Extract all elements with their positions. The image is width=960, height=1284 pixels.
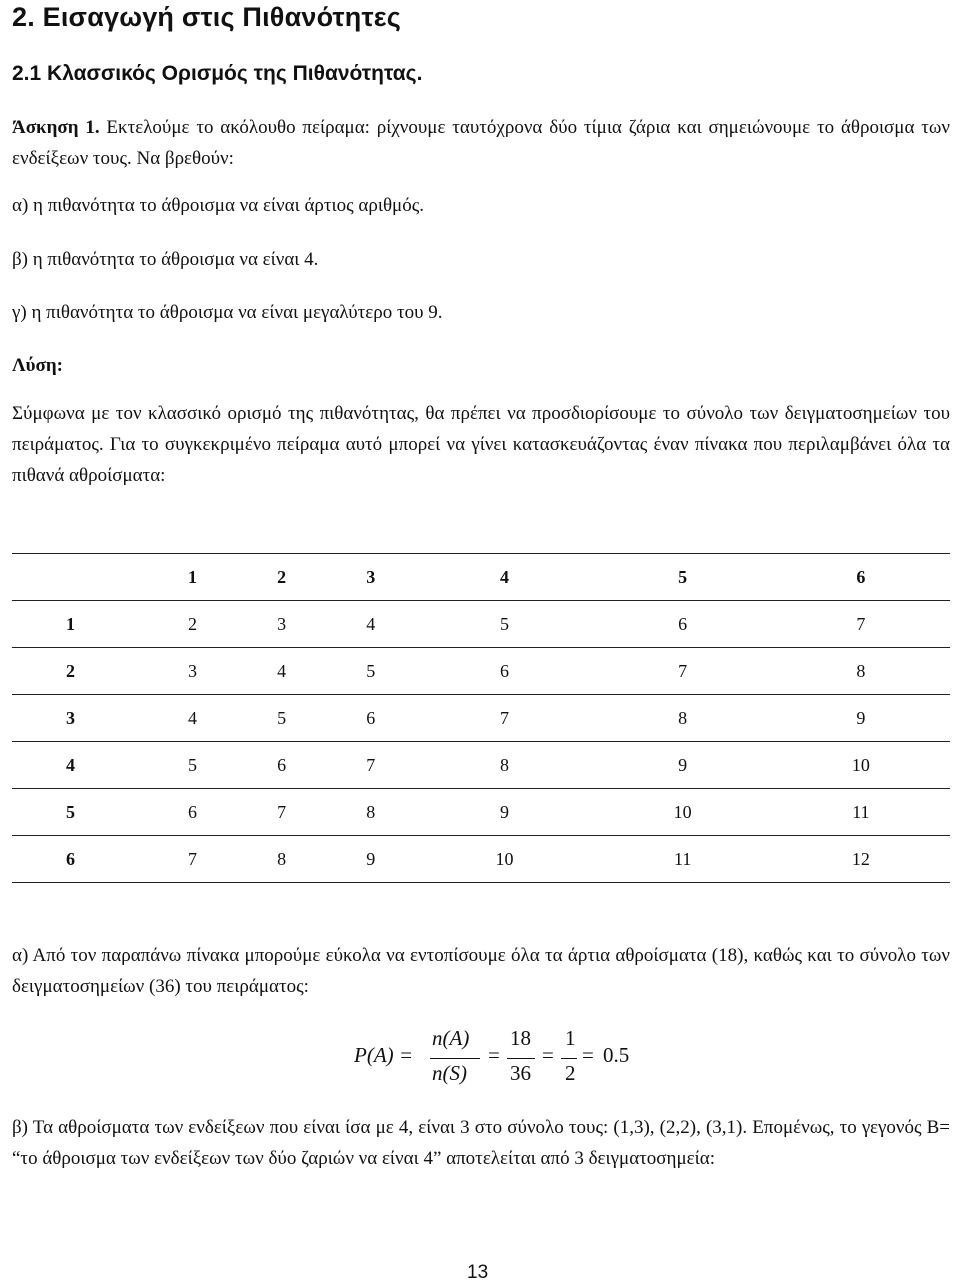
table-header-row xyxy=(12,554,950,601)
table-cell: 3 xyxy=(326,554,415,601)
table-cell: 1 xyxy=(12,601,148,648)
formula-lhs: P(A) = xyxy=(354,1043,414,1067)
table-cell: 6 xyxy=(148,789,237,836)
table-cell: 8 xyxy=(326,789,415,836)
table-cell: 10 xyxy=(415,836,593,883)
table-cell: 3 xyxy=(237,601,326,648)
table-cell: 10 xyxy=(772,742,950,789)
table-cell: 4 xyxy=(415,554,593,601)
table-cell: 10 xyxy=(594,789,772,836)
answer-b: β) Τα αθροίσματα των ενδείξεων που είναι ίσα με 4, είναι 3 στο σύνολο τους: (1,3), (2,2), (3,1). Επομένως, το γεγονός Β= “το άθροισμα των ενδείξεων των δύο ζαριών να είναι 4” αποτελείται από 3 δειγματοσημεία: xyxy=(12,1117,950,1169)
formula-result: 0.5 xyxy=(603,1043,630,1067)
table-cell: 1 xyxy=(148,554,237,601)
item-b: β) η πιθανότητα το άθροισμα να είναι 4. xyxy=(12,249,319,270)
fraction-bar xyxy=(430,1058,480,1059)
table-cell: 5 xyxy=(594,554,772,601)
table-cell: 6 xyxy=(772,554,950,601)
table-row xyxy=(12,601,950,648)
page-number: 13 xyxy=(467,1262,489,1283)
table-cell: 2 xyxy=(12,648,148,695)
table-cell: 4 xyxy=(12,742,148,789)
table-cell: 9 xyxy=(594,742,772,789)
table-cell: 6 xyxy=(415,648,593,695)
formula-eq2: = xyxy=(542,1043,554,1067)
table-cell: 5 xyxy=(415,601,593,648)
table-row xyxy=(12,695,950,742)
table-cell: 12 xyxy=(772,836,950,883)
table-cell: 11 xyxy=(594,836,772,883)
table-cell: 7 xyxy=(415,695,593,742)
table-cell: 8 xyxy=(237,836,326,883)
table-cell: 2 xyxy=(148,601,237,648)
formula-eq1: = xyxy=(488,1043,500,1067)
exercise-text: Εκτελούμε το ακόλουθο πείραμα: ρίχνουμε ταυτόχρονα δύο τίμια ζάρια και σημειώνουμε το άθροισμα των ενδείξεων τους. Να βρεθούν: xyxy=(12,117,950,169)
formula-num3: 1 xyxy=(565,1026,576,1050)
table-row xyxy=(12,742,950,789)
table-row xyxy=(12,648,950,695)
table-cell: 5 xyxy=(237,695,326,742)
sums-table xyxy=(12,553,950,883)
table-cell: 4 xyxy=(326,601,415,648)
formula-den2: 36 xyxy=(510,1061,531,1085)
table-cell: 7 xyxy=(326,742,415,789)
table-cell: 4 xyxy=(237,648,326,695)
table-cell: 3 xyxy=(12,695,148,742)
table-cell: 2 xyxy=(237,554,326,601)
table-cell: 7 xyxy=(148,836,237,883)
table-cell: 3 xyxy=(148,648,237,695)
solution-text: Σύμφωνα με τον κλασσικό ορισμό της πιθανότητας, θα πρέπει να προσδιορίσουμε το σύνολο των δειγματοσημείων του πειράματος. Για το συγκεκριμένο πείραμα αυτό μπορεί να γίνει κατασκευάζοντας έναν πίνακα που περιλαμβάνει όλα τα πιθανά αθροίσματα: xyxy=(12,403,950,486)
fraction-bar xyxy=(507,1058,535,1059)
item-c: γ) η πιθανότητα το άθροισμα να είναι μεγαλύτερο του 9. xyxy=(12,302,443,323)
chapter-heading: 2. Εισαγωγή στις Πιθανότητες xyxy=(12,2,401,32)
table-cell: 7 xyxy=(594,648,772,695)
formula-den1: n(S) xyxy=(432,1061,467,1085)
table-cell: 8 xyxy=(772,648,950,695)
table-cell xyxy=(12,554,148,601)
table-cell: 8 xyxy=(415,742,593,789)
table-cell: 5 xyxy=(326,648,415,695)
formula-num1: n(A) xyxy=(432,1026,470,1050)
fraction-bar xyxy=(561,1058,577,1059)
exercise-intro xyxy=(12,112,950,174)
solution-label: Λύση: xyxy=(12,355,63,376)
table-cell: 5 xyxy=(12,789,148,836)
table-cell: 8 xyxy=(594,695,772,742)
table-cell: 6 xyxy=(594,601,772,648)
item-a: α) η πιθανότητα το άθροισμα να είναι άρτιος αριθμός. xyxy=(12,195,425,216)
table-cell: 9 xyxy=(415,789,593,836)
section-heading: 2.1 Κλασσικός Ορισμός της Πιθανότητας. xyxy=(12,62,423,85)
answer-a: α) Από τον παραπάνω πίνακα μπορούμε εύκολα να εντοπίσουμε όλα τα άρτια αθροίσματα (18), καθώς και το σύνολο των δειγματοσημείων (36) του πειράματος: xyxy=(12,945,950,997)
formula-eq3: = xyxy=(582,1043,594,1067)
table-cell: 9 xyxy=(772,695,950,742)
table-row xyxy=(12,789,950,836)
table-cell: 5 xyxy=(148,742,237,789)
table-cell: 6 xyxy=(326,695,415,742)
table-cell: 11 xyxy=(772,789,950,836)
table-cell: 9 xyxy=(326,836,415,883)
table-cell: 6 xyxy=(237,742,326,789)
table-cell: 4 xyxy=(148,695,237,742)
table-cell: 6 xyxy=(12,836,148,883)
table-row xyxy=(12,836,950,883)
exercise-label: Άσκηση 1. xyxy=(12,117,100,138)
table-cell: 7 xyxy=(772,601,950,648)
table-cell: 7 xyxy=(237,789,326,836)
formula-num2: 18 xyxy=(510,1026,531,1050)
formula-den3: 2 xyxy=(565,1061,576,1085)
